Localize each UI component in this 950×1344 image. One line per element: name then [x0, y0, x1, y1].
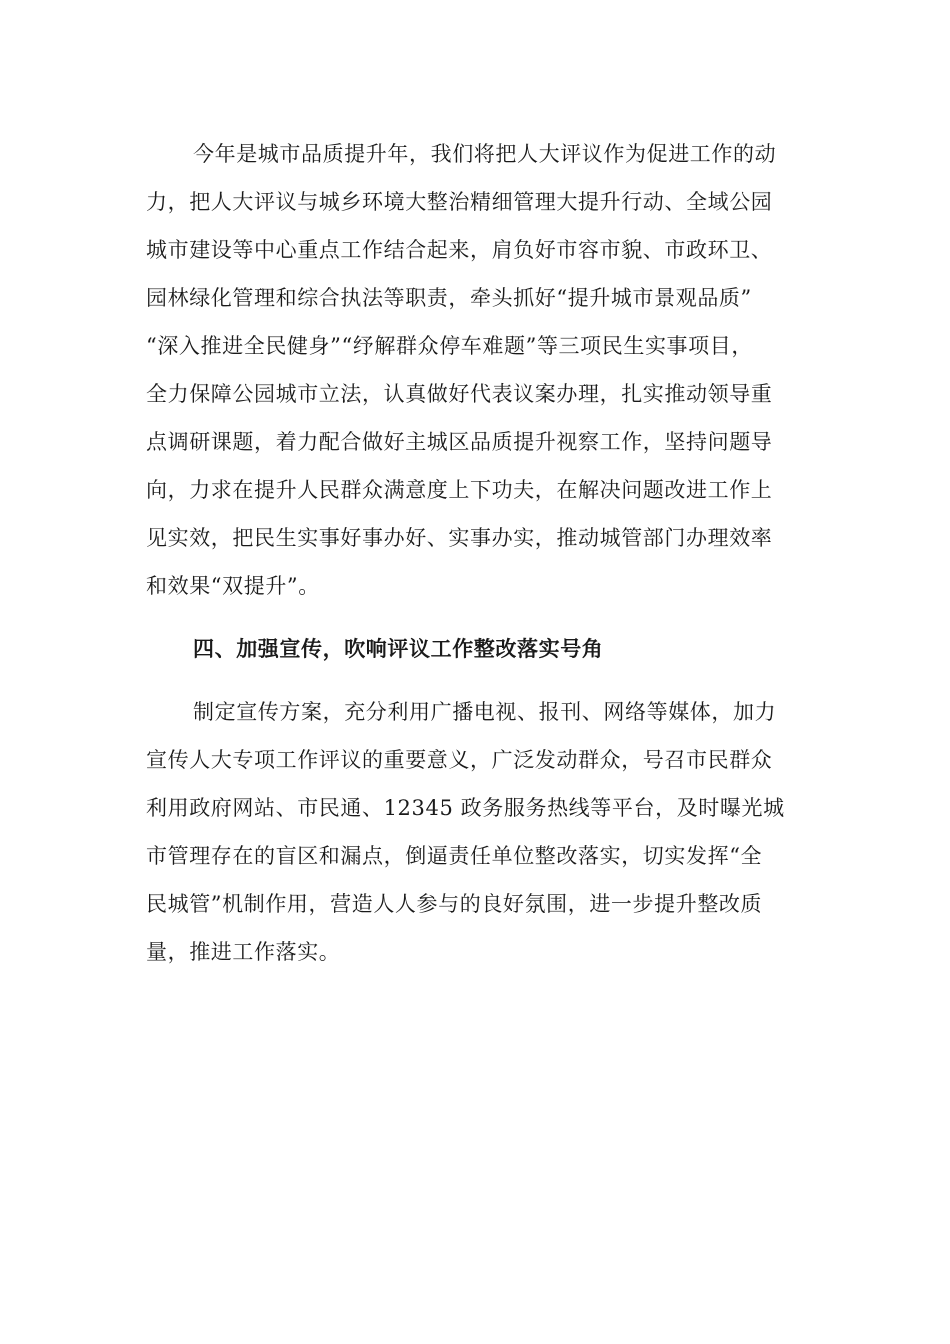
- paragraph-line: 和效果“双提升”。: [146, 574, 320, 598]
- paragraph-line: 市管理存在的盲区和漏点，倒逼责任单位整改落实，切实发挥“全: [146, 844, 763, 868]
- paragraph-line: 今年是城市品质提升年，我们将把人大评议作为促进工作的动: [193, 142, 777, 166]
- paragraph-line: 见实效，把民生实事好事办好、实事办实，推动城管部门办理效率: [146, 526, 773, 550]
- paragraph-line: 利用政府网站、市民通、12345 政务服务热线等平台，及时曝光城: [146, 796, 785, 820]
- paragraph-line: 全力保障公园城市立法，认真做好代表议案办理，扎实推动领导重: [146, 382, 773, 406]
- paragraph-line: 园林绿化管理和综合执法等职责，牵头抓好“提升城市景观品质”: [146, 286, 752, 310]
- section-heading: 四、加强宣传，吹响评议工作整改落实号角: [193, 636, 604, 661]
- paragraph-line: 民城管”机制作用，营造人人参与的良好氛围，进一步提升整改质: [146, 892, 763, 916]
- paragraph-line: 点调研课题，着力配合做好主城区品质提升视察工作，坚持问题导: [146, 430, 773, 454]
- paragraph-line: 力，把人大评议与城乡环境大整治精细管理大提升行动、全域公园: [146, 190, 773, 214]
- paragraph-line: “深入推进全民健身”“纾解群众停车难题”等三项民生实事项目，: [146, 334, 753, 358]
- paragraph-line: 城市建设等中心重点工作结合起来，肩负好市容市貌、市政环卫、: [146, 238, 773, 262]
- paragraph-line: 量，推进工作落实。: [146, 940, 341, 964]
- paragraph-line: 向，力求在提升人民群众满意度上下功夫，在解决问题改进工作上: [146, 478, 773, 502]
- paragraph-line: 宣传人大专项工作评议的重要意义，广泛发动群众，号召市民群众: [146, 748, 773, 772]
- paragraph-line: 制定宣传方案，充分利用广播电视、报刊、网络等媒体，加力: [193, 700, 777, 724]
